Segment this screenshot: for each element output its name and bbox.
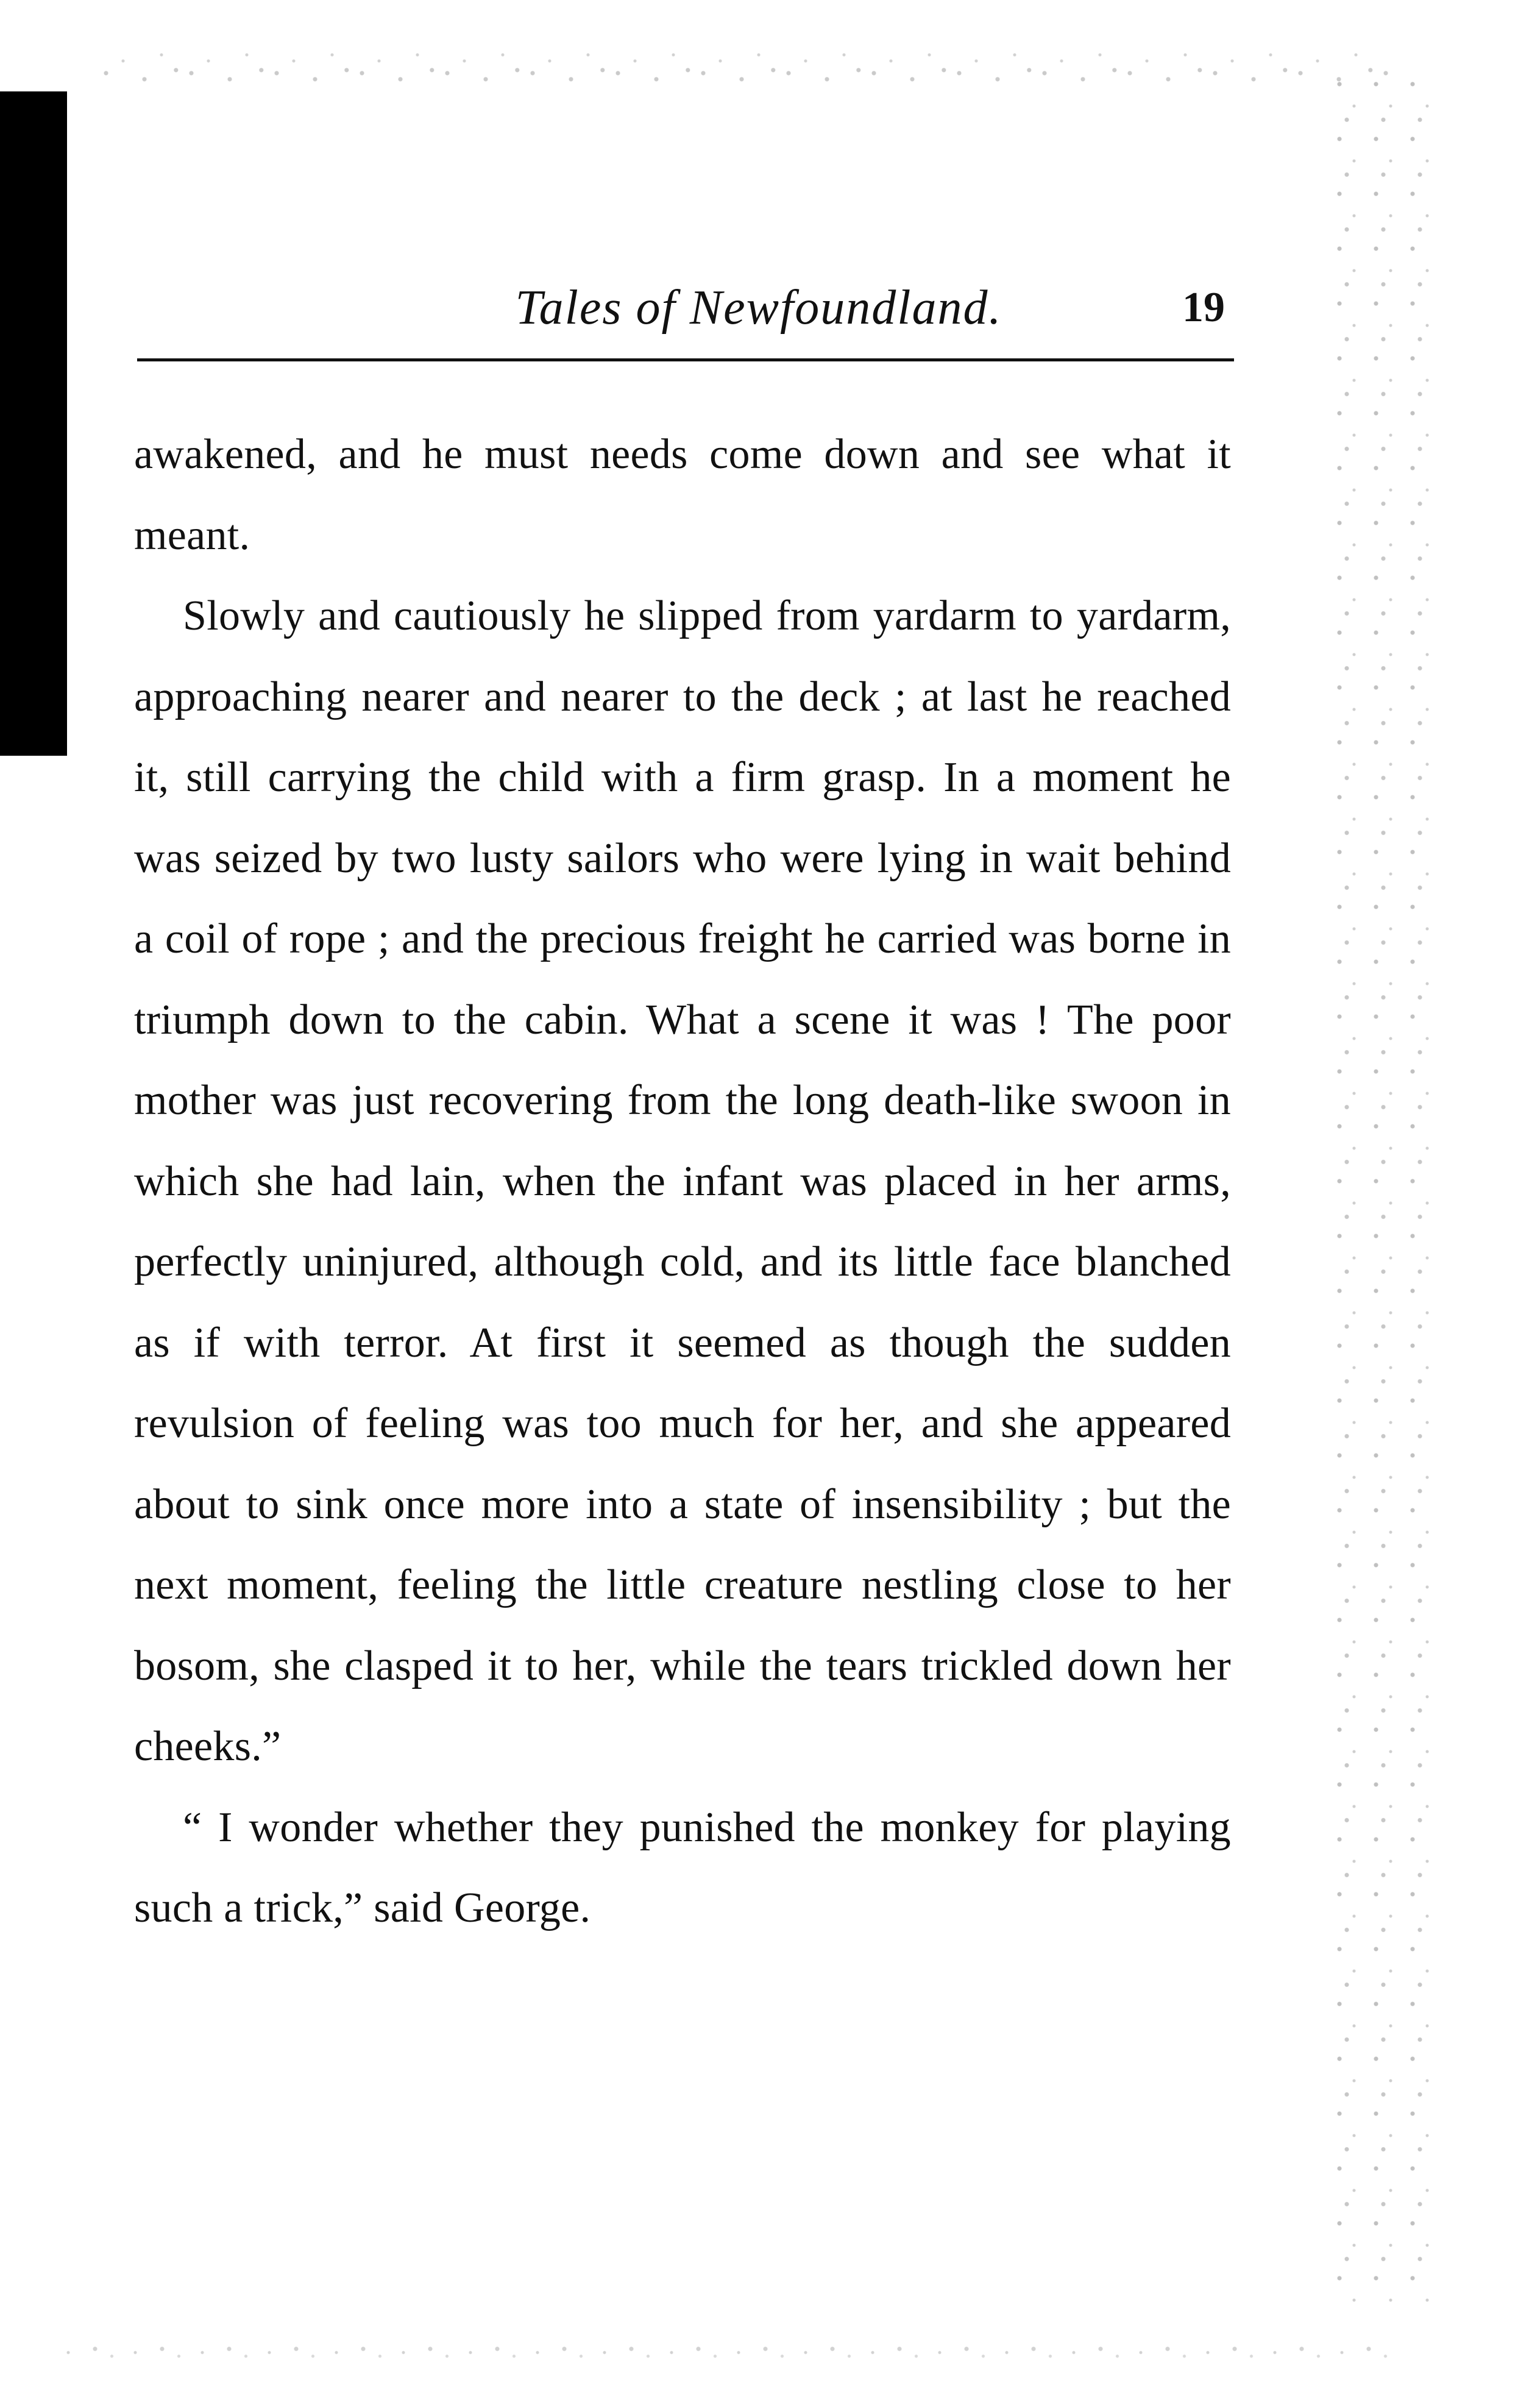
- running-title: Tales of Newfoundland.: [515, 281, 1002, 335]
- header-rule: [137, 358, 1234, 361]
- page-number: 19: [1182, 284, 1225, 331]
- paragraph: “ I wonder whether they punished the monkey for playing such a trick,” said George.: [134, 1803, 1231, 1931]
- scan-speckle-right: [1328, 73, 1432, 2304]
- scan-speckle-top: [98, 37, 1389, 98]
- page-header: [134, 277, 1231, 344]
- scan-speckle-bottom: [55, 2334, 1396, 2371]
- body-text: [134, 414, 1231, 1949]
- scan-binding-shadow: [0, 91, 67, 756]
- paragraph-continued: awakened, and he must needs come down and see what it meant.: [134, 431, 1231, 559]
- paragraph: Slowly and cautiously he slipped from yardarm to yardarm, approaching nearer and nearer to the deck ; at last he reached it, still carrying the child with a firm grasp. In a moment he was seized by two lusty sailors who were lying in wait behind a coil of rope ; and the precious freight he carried was borne in triumph down to the cabin. What a scene it was ! The poor mother was just recovering from the long death-like swoon in which she had lain, when the infant was placed in her arms, perfectly uninjured, although cold, and its little face blanched as if with terror. At first it seemed as though the sudden revulsion of feeling was too much for her, and she appeared about to sink once more into a state of insensibility ; but the next moment, feeling the little creature nestling close to her bosom, she clasped it to her, while the tears trickled down her cheeks.”: [134, 592, 1231, 1770]
